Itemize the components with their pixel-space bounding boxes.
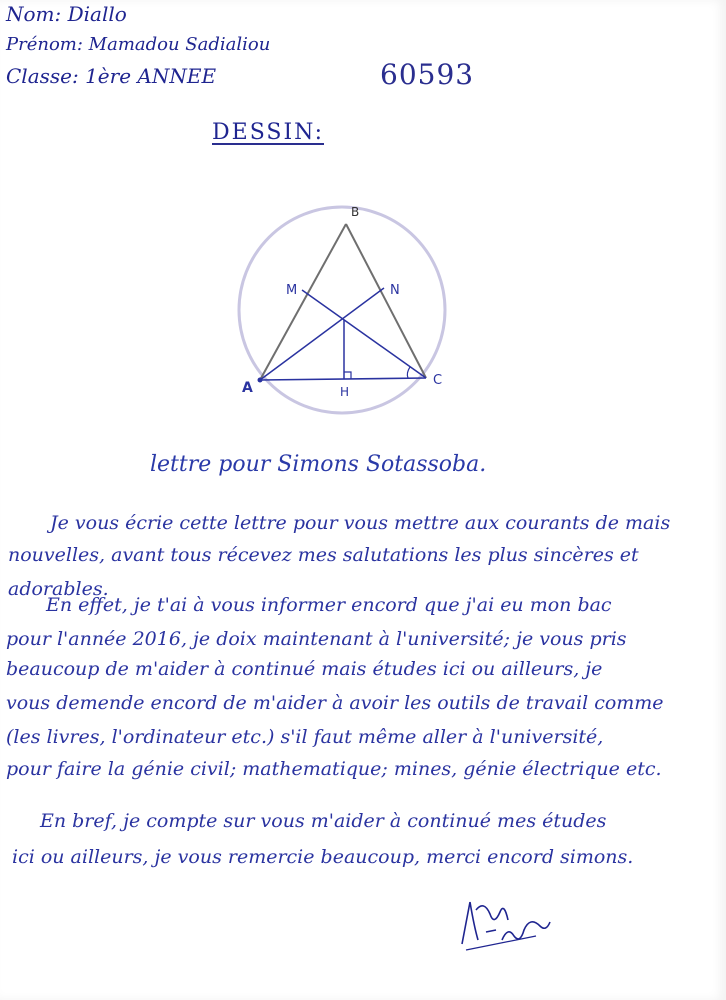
letter-line: ici ou ailleurs, je vous remercie beaucoup, merci encord simons. bbox=[12, 846, 634, 868]
side-AB bbox=[260, 224, 346, 380]
label-B: B bbox=[351, 205, 360, 219]
side-AC bbox=[260, 378, 426, 380]
angle-mark-C bbox=[407, 367, 410, 378]
letter-line: pour faire la génie civil; mathematique; mines, génie électrique etc. bbox=[6, 758, 662, 780]
letter-title: lettre pour Simons Sotassoba. bbox=[150, 452, 487, 477]
geometry-figure bbox=[230, 198, 460, 428]
letter-line: Je vous écrie cette lettre pour vous mettre aux courants de mais bbox=[50, 512, 671, 534]
student-class: Classe: 1ère ANNEE bbox=[6, 64, 217, 88]
letter-line: beaucoup de m'aider à continué mais études ici ou ailleurs, je bbox=[6, 658, 603, 680]
cevian-AN bbox=[260, 288, 384, 380]
document-number: 60593 bbox=[380, 58, 475, 91]
student-name: Nom: Diallo bbox=[6, 2, 127, 26]
label-N: N bbox=[390, 283, 400, 298]
letter-line: nouvelles, avant tous récevez mes salutations les plus sincères et bbox=[8, 544, 639, 566]
drawing-title-text: DESSIN: bbox=[212, 120, 325, 145]
drawing-title bbox=[212, 120, 324, 145]
label-A: A bbox=[242, 380, 253, 396]
side-BC bbox=[346, 224, 426, 378]
letter-line: En effet, je t'ai à vous informer encord que j'ai eu mon bac bbox=[46, 594, 612, 616]
letter-line: En bref, je compte sur vous m'aider à continué mes études bbox=[40, 810, 607, 832]
student-firstname: Prénom: Mamadou Sadialiou bbox=[6, 34, 271, 55]
point-A-dot bbox=[258, 378, 263, 383]
letter-line: pour l'année 2016, je doix maintenant à l'université; je vous pris bbox=[6, 628, 627, 650]
right-angle-mark bbox=[344, 372, 351, 379]
letter-line: adorables. bbox=[8, 578, 109, 600]
letter-line: vous demende encord de m'aider à avoir les outils de travail comme bbox=[6, 692, 664, 714]
label-H: H bbox=[340, 385, 350, 399]
letter-line: (les livres, l'ordinateur etc.) s'il faut même aller à l'université, bbox=[6, 726, 604, 748]
label-C: C bbox=[433, 373, 443, 388]
signature bbox=[456, 896, 556, 954]
circumcircle bbox=[239, 207, 445, 413]
label-M: M bbox=[286, 283, 298, 298]
